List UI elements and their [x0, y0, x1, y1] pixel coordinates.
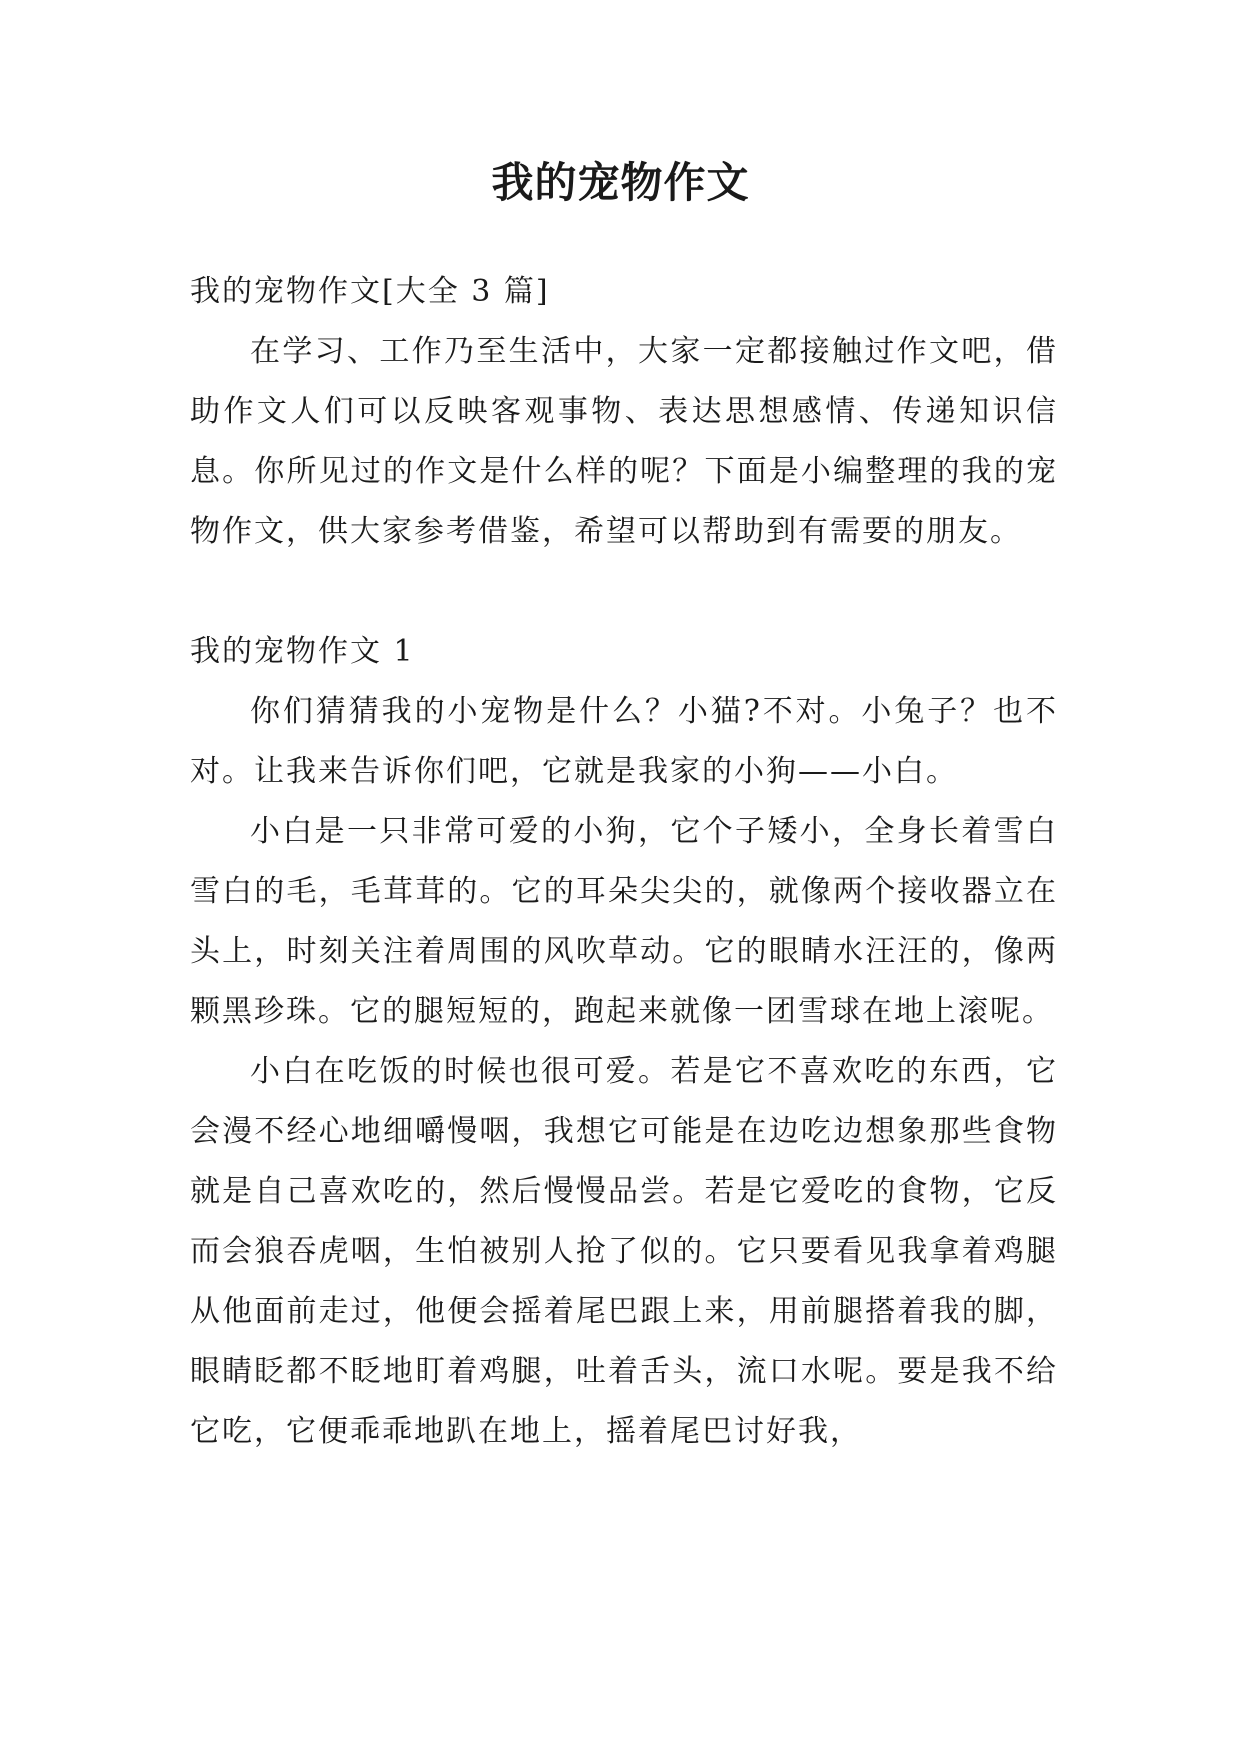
document-subtitle: 我的宠物作文[大全 3 篇]	[190, 274, 550, 309]
body-paragraph: 你们猜猜我的小宠物是什么？小猫?不对。小兔子？也不对。让我来告诉你们吧，它就是我家的小狗——小白。	[190, 694, 1058, 789]
body-paragraph: 小白是一只非常可爱的小狗，它个子矮小，全身长着雪白雪白的毛，毛茸茸的。它的耳朵尖尖的，就像两个接收器立在头上，时刻关注着周围的风吹草动。它的眼睛水汪汪的，像两颗黑珍珠。它的腿短短的，跑起来就像一团雪球在地上滚呢。	[190, 814, 1058, 1029]
document-title: 我的宠物作文	[491, 158, 750, 207]
section-heading: 我的宠物作文 1	[190, 634, 415, 669]
body-paragraph: 小白在吃饭的时候也很可爱。若是它不喜欢吃的东西，它会漫不经心地细嚼慢咽，我想它可能是在边吃边想象那些食物就是自己喜欢吃的，然后慢慢品尝。若是它爱吃的食物，它反而会狼吞虎咽，生怕被别人抢了似的。它只要看见我拿着鸡腿从他面前走过，他便会摇着尾巴跟上来，用前腿搭着我的脚，眼睛眨都不眨地盯着鸡腿，吐着舌头，流口水呢。要是我不给它吃，它便乖乖地趴在地上，摇着尾巴讨好我，	[190, 1054, 1058, 1449]
section-spacer	[190, 562, 1058, 622]
intro-paragraph: 在学习、工作乃至生活中，大家一定都接触过作文吧，借助作文人们可以反映客观事物、表达思想感情、传递知识信息。你所见过的作文是什么样的呢？下面是小编整理的我的宠物作文，供大家参考借鉴，希望可以帮助到有需要的朋友。	[190, 334, 1058, 549]
document-body	[190, 262, 1058, 1462]
